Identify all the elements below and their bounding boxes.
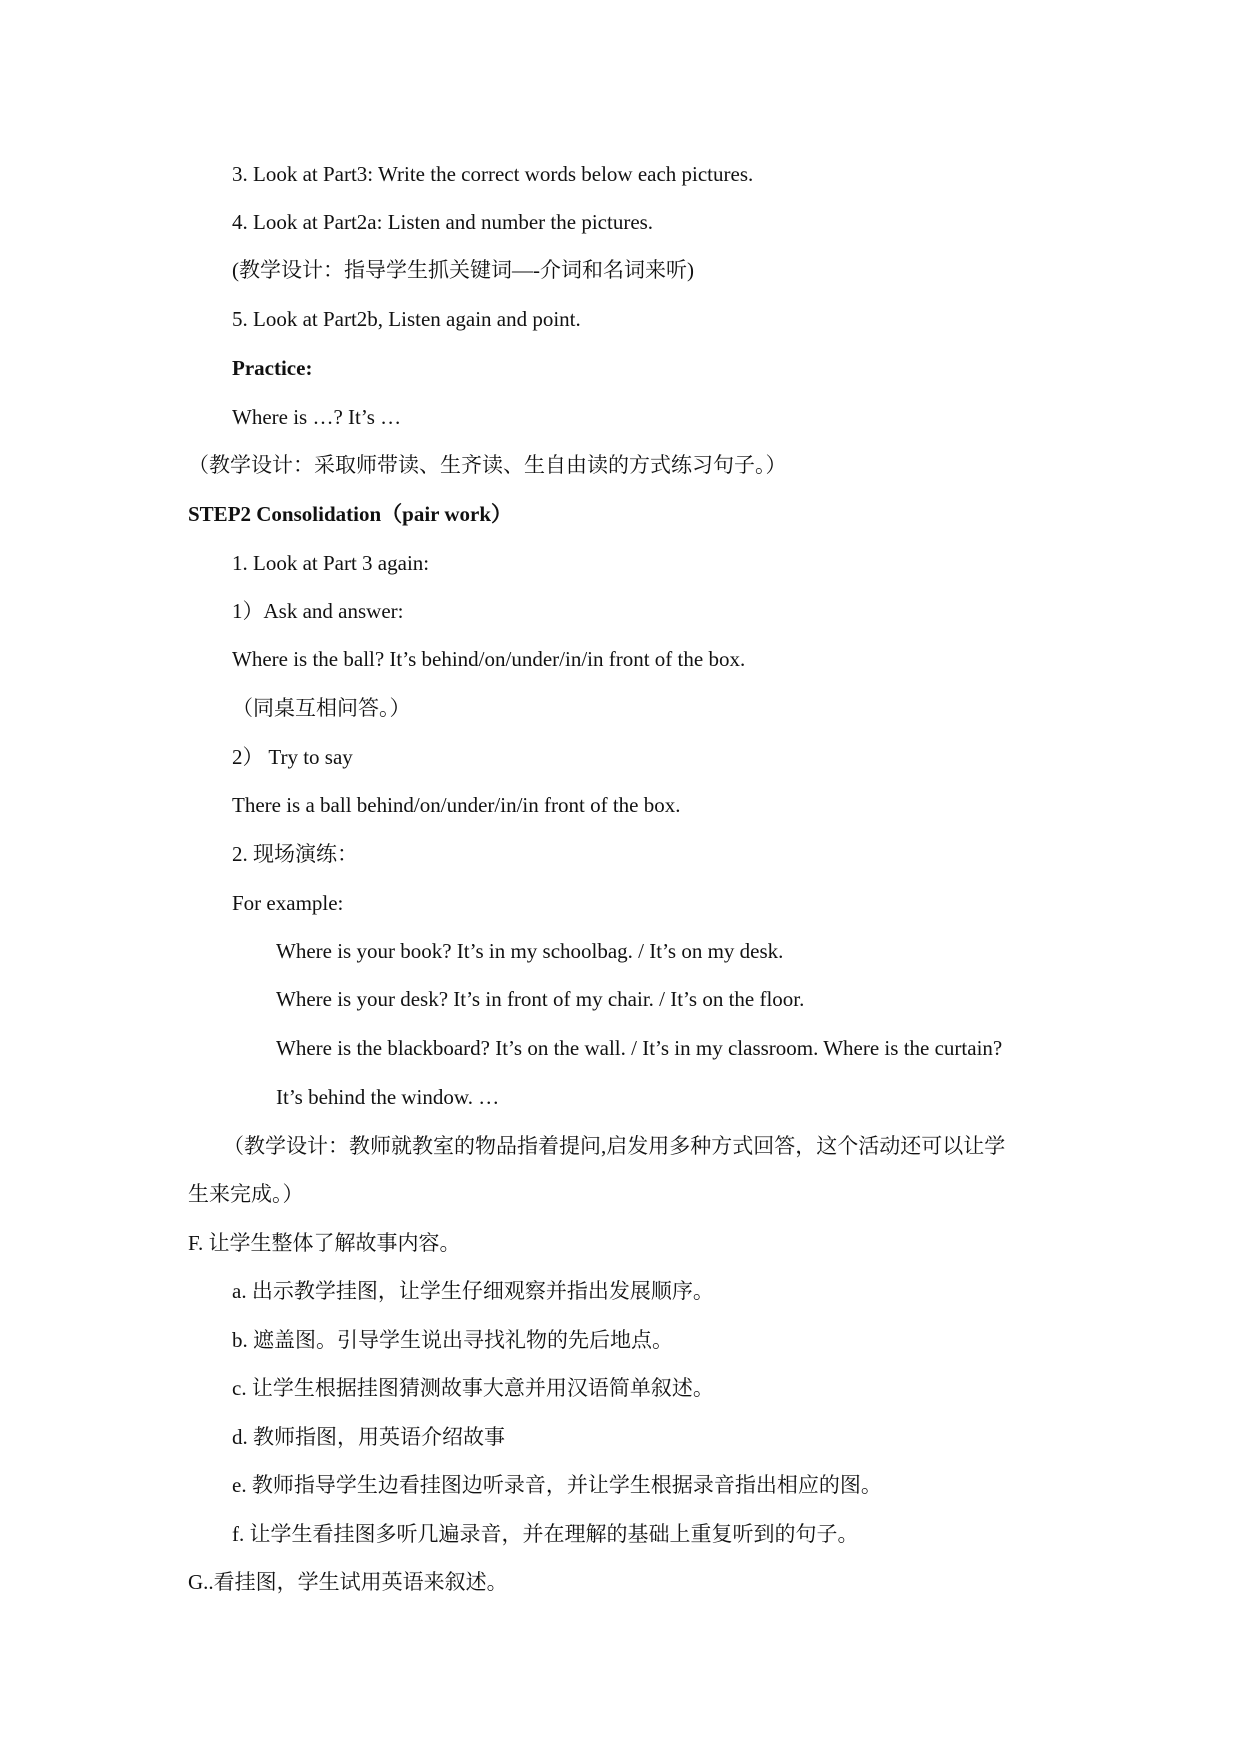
step2-heading: STEP2 Consolidation（pair work） — [188, 502, 513, 526]
section-f-item: c. 让学生根据挂图猜测故事大意并用汉语简单叙述。 — [232, 1376, 714, 1400]
design-note-line: (教学设计：指导学生抓关键词—-介词和名词来听) — [232, 258, 694, 282]
practice-sentence: Where is …? It’s … — [232, 405, 402, 429]
section-f-item: e. 教师指导学生边看挂图边听录音，并让学生根据录音指出相应的图。 — [232, 1473, 882, 1497]
example-label: For example: — [232, 891, 344, 915]
consolidation-subitem: 1）Ask and answer: — [232, 599, 404, 623]
section-f-item: f. 让学生看挂图多听几遍录音，并在理解的基础上重复听到的句子。 — [232, 1522, 859, 1546]
consolidation-item: 2. 现场演练： — [232, 842, 358, 866]
section-f-item: b. 遮盖图。引导学生说出寻找礼物的先后地点。 — [232, 1328, 673, 1352]
example-sentence: Where is your book? It’s in my schoolbag. / It’s on my desk. — [276, 939, 784, 963]
example-sentence: It’s behind the window. … — [276, 1085, 500, 1109]
section-f-heading: F. 让学生整体了解故事内容。 — [188, 1231, 461, 1255]
section-g-heading: G..看挂图，学生试用英语来叙述。 — [188, 1570, 508, 1594]
section-f-item: a. 出示教学挂图，让学生仔细观察并指出发展顺序。 — [232, 1279, 714, 1303]
pair-note-line: （同桌互相问答。） — [232, 696, 411, 720]
example-sentence: Where is your desk? It’s in front of my chair. / It’s on the floor. — [276, 987, 805, 1011]
example-sentence: There is a ball behind/on/under/in/in front of the box. — [232, 793, 681, 817]
example-sentence: Where is the blackboard? It’s on the wall. / It’s in my classroom. Where is the curtain? — [276, 1036, 1003, 1060]
design-note-line: 生来完成。） — [188, 1182, 304, 1206]
consolidation-item: 1. Look at Part 3 again: — [232, 551, 430, 575]
consolidation-subitem: 2） Try to say — [232, 745, 353, 769]
step-part2b-line: 5. Look at Part2b, Listen again and point. — [232, 307, 581, 331]
section-f-item: d. 教师指图，用英语介绍故事 — [232, 1425, 505, 1449]
practice-heading: Practice: — [232, 356, 313, 380]
design-note-line: （教学设计：采取师带读、生齐读、生自由读的方式练习句子。） — [188, 453, 787, 477]
design-note-line: （教学设计：教师就教室的物品指着提问,启发用多种方式回答，这个活动还可以让学 — [223, 1134, 1006, 1158]
step-part2a-line: 4. Look at Part2a: Listen and number the pictures. — [232, 210, 654, 234]
example-sentence: Where is the ball? It’s behind/on/under/in/in front of the box. — [232, 647, 746, 671]
step-part3-line: 3. Look at Part3: Write the correct words below each pictures. — [232, 162, 754, 186]
